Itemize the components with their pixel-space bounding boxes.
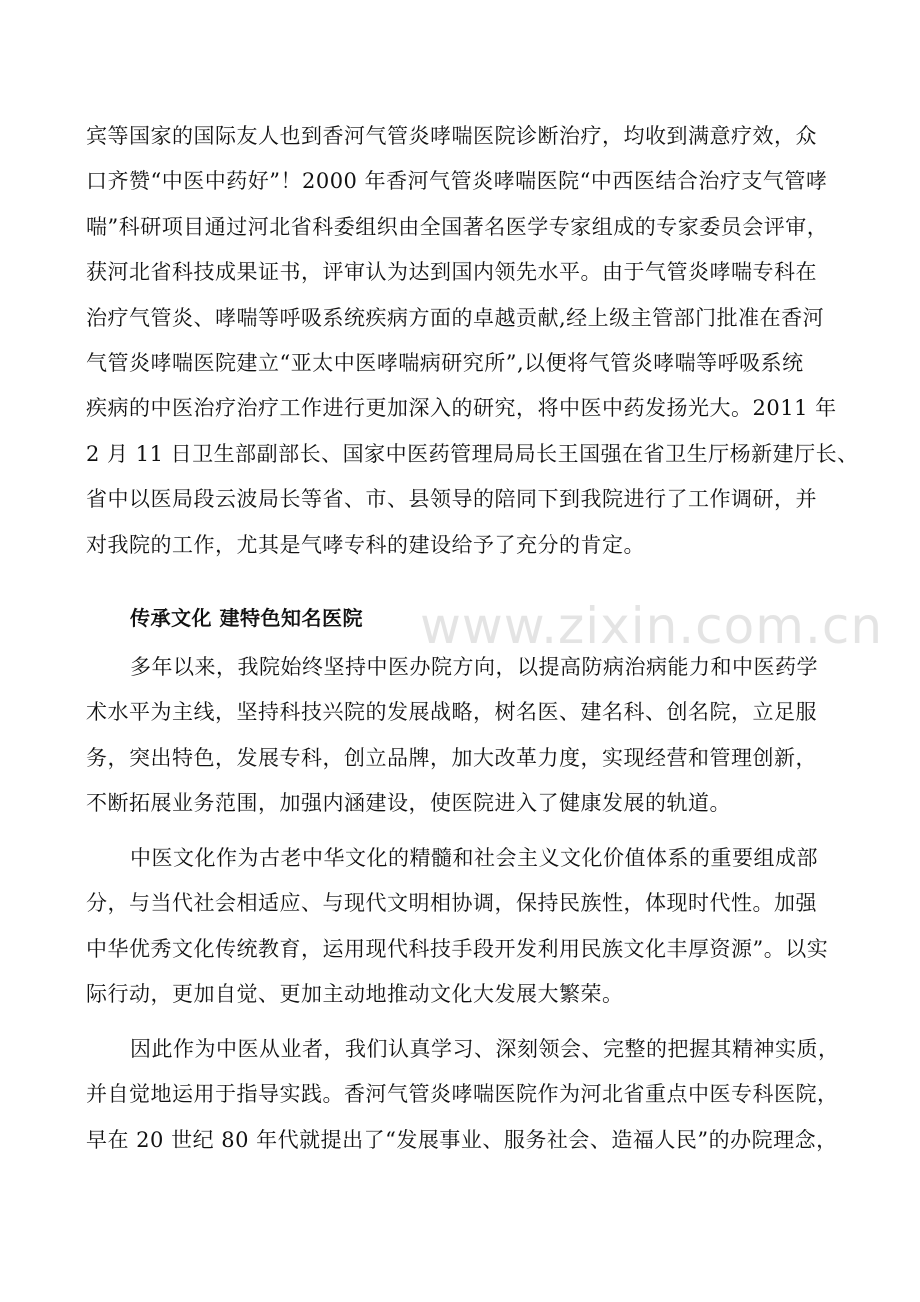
- text-line: 口齐赞“中医中药好”！2000 年香河气管炎哮喘医院“中西医结合治疗支气管哮: [86, 169, 828, 194]
- paragraph-strategy: [86, 645, 834, 827]
- text-line: 2 月 11 日卫生部副部长、国家中医药管理局局长王国强在省卫生厅杨新建厅长、: [86, 441, 859, 466]
- paragraph-practice: [86, 1027, 840, 1163]
- paragraph-culture: [86, 836, 834, 1018]
- text-line: 中医文化作为古老中华文化的精髓和社会主义文化价值体系的重要组成部: [130, 846, 818, 870]
- text-line: 早在 20 世纪 80 年代就提出了“发展事业、服务社会、造福人民”的办院理念，: [86, 1127, 838, 1152]
- text-line: 省中以医局段云波局长等省、市、县领导的陪同下到我院进行了工作调研，并: [86, 487, 817, 512]
- text-line: 际行动，更加自觉、更加主动地推动文化大发展大繁荣。: [86, 982, 624, 1007]
- text-line: 术水平为主线，坚持科技兴院的发展战略，树名医、建名科、创名院，立足服: [86, 700, 817, 725]
- text-line: 多年以来，我院始终坚持中医办院方向，以提高防病治病能力和中医药学: [130, 655, 818, 679]
- text-line: 疾病的中医治疗治疗工作进行更加深入的研究，将中医中药发扬光大。2011 年: [86, 396, 837, 421]
- text-line: 喘”科研项目通过河北省科委组织由全国著名医学专家组成的专家委员会评审，: [86, 214, 829, 239]
- text-line: 因此作为中医从业者，我们认真学习、深刻领会、完整的把握其精神实质，: [130, 1037, 840, 1061]
- text-line: 对我院的工作，尤其是气哮专科的建设给予了充分的肯定。: [86, 532, 645, 557]
- text-line: 务，突出特色，发展专科，创立品牌，加大改革力度，实现经营和管理创新，: [86, 745, 817, 770]
- text-line: 分，与当代社会相适应、与现代文明相协调，保持民族性，体现时代性。加强: [86, 891, 817, 916]
- text-line: 气管炎哮喘医院建立“亚太中医哮喘病研究所”,以便将气管炎哮喘等呼吸系统: [86, 351, 804, 376]
- text-line: 并自觉地运用于指导实践。香河气管炎哮喘医院作为河北省重点中医专科医院，: [86, 1082, 839, 1107]
- text-line: 获河北省科技成果证书，评审认为达到国内领先水平。由于气管炎哮喘专科在: [86, 260, 817, 285]
- text-line: 不断拓展业务范围，加强内涵建设，使医院进入了健康发展的轨道。: [86, 791, 731, 816]
- text-line: 治疗气管炎、哮喘等呼吸系统疾病方面的卓越贡献,经上级主管部门批准在香河: [86, 305, 825, 330]
- paragraph-history: [86, 114, 859, 568]
- text-line: 宾等国家的国际友人也到香河气管炎哮喘医院诊断治疗，均收到满意疗效，众: [86, 124, 817, 148]
- section-heading: 传承文化 建特色知名医院: [130, 606, 363, 630]
- watermark: www.zixin.com.cn: [420, 597, 884, 655]
- text-line: 中华优秀文化传统教育，运用现代科技手段开发利用民族文化丰厚资源”。以实: [86, 936, 829, 961]
